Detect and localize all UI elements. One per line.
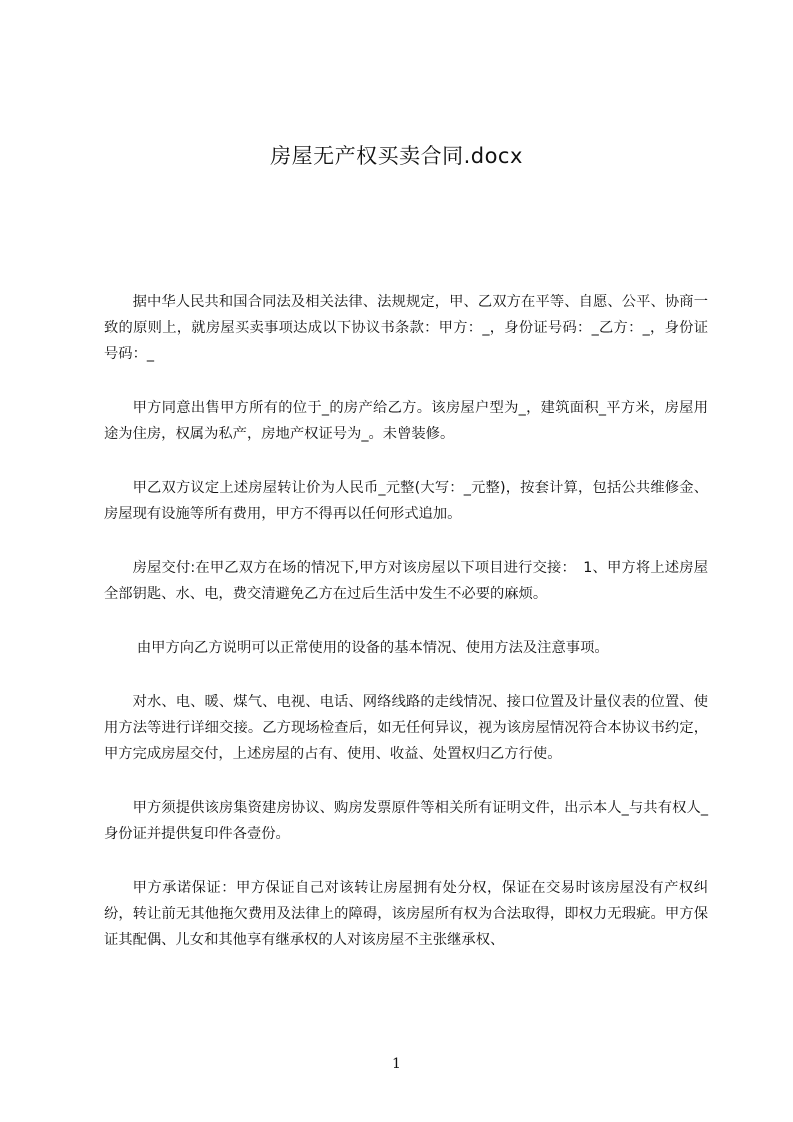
paragraph-preamble: 据中华人民共和国合同法及相关法律、法规规定，甲、乙双方在平等、自愿、公平、协商一致的原则上，就房屋买卖事项达成以下协议书条款：甲方：_，身份证号码：_乙方：_，身份证号码：_ [104,294,708,362]
paragraph-guarantee: 甲方承诺保证：甲方保证自己对该转让房屋拥有处分权，保证在交易时该房屋没有产权纠纷，转让前无其他拖欠费用及法律上的障碍，该房屋所有权为合法取得，即权力无瑕疵。甲方保证其配偶、儿女和其他享有继承权的人对该房屋不主张继承权、 [104,880,708,948]
page-number: 1 [392,1056,401,1072]
paragraph-handover: 房屋交付:在甲乙双方在场的情况下,甲方对该房屋以下项目进行交接： 1、甲方将上述房屋全部钥匙、水、电，费交清避免乙方在过后生活中发生不必要的麻烦。 [104,560,708,602]
document-title: 房屋无产权买卖合同.docx [270,144,523,168]
paragraph-equipment: 由甲方向乙方说明可以正常使用的设备的基本情况、使用方法及注意事项。 [136,640,609,656]
document-body [104,289,708,981]
paragraph-property: 甲方同意出售甲方所有的位于_的房产给乙方。该房屋户型为_，建筑面积_平方米，房屋用途为住房，权属为私产，房地产权证号为_。未曾装修。 [104,400,708,442]
paragraph-utilities: 对水、电、暖、煤气、电视、电话、网络线路的走线情况、接口位置及计量仪表的位置、使用方法等进行详细交接。乙方现场检查后，如无任何异议，视为该房屋情况符合本协议书约定，甲方完成房屋交付，上述房屋的占有、使用、收益、处置权归乙方行使。 [104,694,708,762]
paragraph-price: 甲乙双方议定上述房屋转让价为人民币_元整(大写：_元整)，按套计算，包括公共维修金、房屋现有设施等所有费用，甲方不得再以任何形式追加。 [104,480,708,522]
paragraph-documents: 甲方须提供该房集资建房协议、购房发票原件等相关所有证明文件，出示本人_与共有权人_身份证并提供复印件各壹份。 [104,800,708,842]
